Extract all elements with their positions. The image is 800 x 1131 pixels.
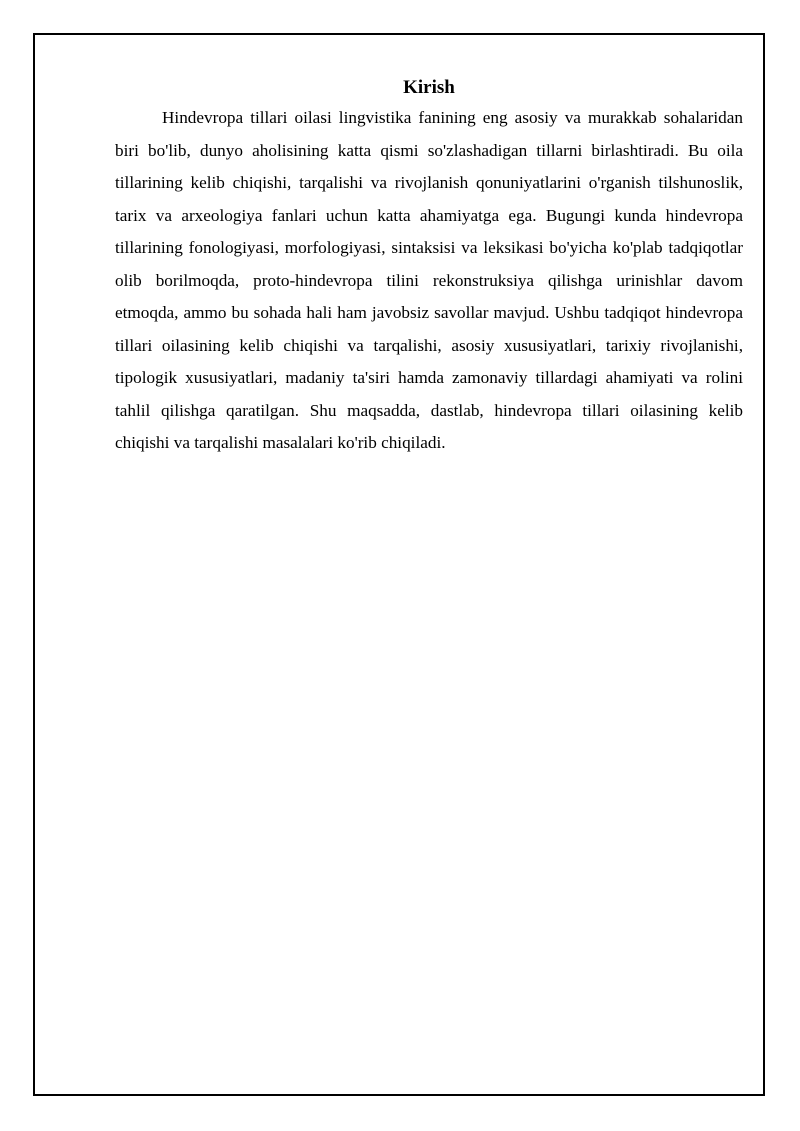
section-heading: Kirish xyxy=(403,77,455,98)
document-body xyxy=(115,74,743,460)
intro-paragraph: Hindevropa tillari oilasi lingvistika fanining eng asosiy va murakkab sohalaridan biri bo'lib, dunyo aholisining katta qismi so'zlashadigan tillarni birlashtiradi. Bu oila tillarining kelib chiqishi, tarqalishi va rivojlanish qonuniyatlarini o'rganish tilshunoslik, tarix va arxeologiya fanlari uchun katta ahamiyatga ega. Bugungi kunda hindevropa tillarining fonologiyasi, morfologiyasi, sintaksisi va leksikasi bo'yicha ko'plab tadqiqotlar olib borilmoqda, proto-hindevropa tilini rekonstruksiya qilishga urinishlar davom etmoqda, ammo bu sohada hali ham javobsiz savollar mavjud. Ushbu tadqiqot hindevropa tillari oilasining kelib chiqishi va tarqalishi, asosiy xususiyatlari, tarixiy rivojlanishi, tipologik xususiyatlari, madaniy ta'siri hamda zamonaviy tillardagi ahamiyati va rolini tahlil qilishga qaratilgan. Shu maqsadda, dastlab, hindevropa tillari oilasining kelib chiqishi va tarqalishi masalalari ko'rib chiqiladi. xyxy=(115,108,743,452)
